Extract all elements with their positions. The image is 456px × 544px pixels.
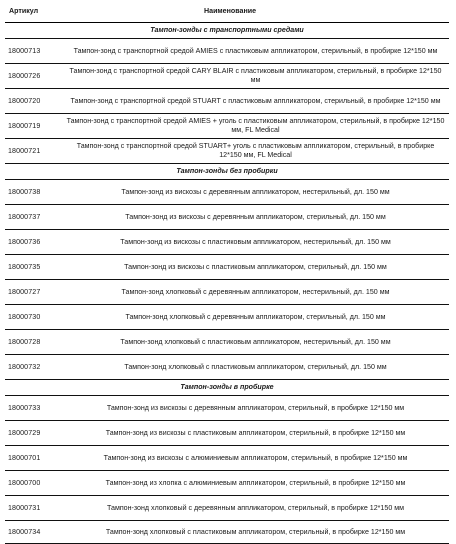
table-row (5, 471, 449, 496)
name-cell: Тампон-зонд из вискозы с деревянным аппликатором, стерильный, в пробирке 12*150 мм (62, 396, 449, 421)
name-cell: Тампон-зонд хлопковый с пластиковым аппликатором, стерильный, дл. 150 мм (62, 355, 449, 380)
article-cell: 18000738 (5, 180, 62, 205)
section-title: Тампон-зонды с транспортными средами (5, 23, 449, 39)
name-cell: Тампон-зонд хлопковый с пластиковым аппликатором, стерильный, в пробирке 12*150 мм (62, 521, 449, 544)
table-row (5, 446, 449, 471)
name-cell: Тампон-зонд с транспортной средой AMIES с пластиковым аппликатором, стерильный, в пробирке 12*150 мм (62, 39, 449, 64)
table-row (5, 305, 449, 330)
article-cell: 18000733 (5, 396, 62, 421)
name-cell: Тампон-зонд хлопковый с деревянным аппликатором, стерильный, в пробирке 12*150 мм (62, 496, 449, 521)
name-cell: Тампон-зонд хлопковый с деревянным аппликатором, нестерильный, дл. 150 мм (62, 280, 449, 305)
article-cell: 18000729 (5, 421, 62, 446)
name-cell: Тампон-зонд из вискозы с пластиковым аппликатором, стерильный, дл. 150 мм (62, 255, 449, 280)
name-cell: Тампон-зонд из вискозы с деревянным аппликатором, стерильный, дл. 150 мм (62, 205, 449, 230)
table-row (5, 180, 449, 205)
section-title: Тампон-зонды без пробирки (5, 164, 449, 180)
article-cell: 18000719 (5, 114, 62, 139)
column-header-article: Артикул (5, 1, 62, 23)
article-cell: 18000737 (5, 205, 62, 230)
name-cell: Тампон-зонд хлопковый с пластиковым аппликатором, нестерильный, дл. 150 мм (62, 330, 449, 355)
name-cell: Тампон-зонд из вискозы с пластиковым аппликатором, нестерильный, дл. 150 мм (62, 230, 449, 255)
table-row (5, 64, 449, 89)
table-row (5, 330, 449, 355)
article-cell: 18000731 (5, 496, 62, 521)
table-row (5, 521, 449, 544)
article-cell: 18000732 (5, 355, 62, 380)
section-row-in-tube (5, 380, 449, 396)
name-cell: Тампон-зонд с транспортной средой AMIES + уголь с пластиковым аппликатором, стерильный, в пробирке 12*150 мм, FL Medical (62, 114, 449, 139)
table-row (5, 355, 449, 380)
name-cell: Тампон-зонд с транспортной средой STUART+ уголь с пластиковым аппликатором, стерильный, в пробирке 12*150 мм, FL Medical (62, 139, 449, 164)
article-cell: 18000720 (5, 89, 62, 114)
table-row (5, 496, 449, 521)
product-table (5, 1, 449, 544)
table-row (5, 205, 449, 230)
table-row (5, 89, 449, 114)
name-cell: Тампон-зонд из вискозы с пластиковым аппликатором, стерильный, в пробирке 12*150 мм (62, 421, 449, 446)
name-cell: Тампон-зонд с транспортной средой STUART с пластиковым аппликатором, стерильный, в пробирке 12*150 мм (62, 89, 449, 114)
table-row (5, 421, 449, 446)
section-row-transport-media (5, 23, 449, 39)
section-row-without-tube (5, 164, 449, 180)
article-cell: 18000734 (5, 521, 62, 544)
article-cell: 18000730 (5, 305, 62, 330)
table-row (5, 114, 449, 139)
article-cell: 18000721 (5, 139, 62, 164)
name-cell: Тампон-зонд из вискозы с деревянным аппликатором, нестерильный, дл. 150 мм (62, 180, 449, 205)
section-title: Тампон-зонды в пробирке (5, 380, 449, 396)
name-cell: Тампон-зонд с транспортной средой CARY BLAIR с пластиковым аппликатором, стерильный, в пробирке 12*150 мм (62, 64, 449, 89)
table-row (5, 396, 449, 421)
table-row (5, 139, 449, 164)
article-cell: 18000735 (5, 255, 62, 280)
table-row (5, 255, 449, 280)
article-cell: 18000713 (5, 39, 62, 64)
name-cell: Тампон-зонд из вискозы с алюминиевым аппликатором, стерильный, в пробирке 12*150 мм (62, 446, 449, 471)
article-cell: 18000701 (5, 446, 62, 471)
table-row (5, 280, 449, 305)
article-cell: 18000700 (5, 471, 62, 496)
article-cell: 18000727 (5, 280, 62, 305)
table-row (5, 230, 449, 255)
column-header-name: Наименование (62, 1, 449, 23)
name-cell: Тампон-зонд хлопковый с деревянным аппликатором, стерильный, дл. 150 мм (62, 305, 449, 330)
header-row (5, 1, 449, 23)
article-cell: 18000736 (5, 230, 62, 255)
article-cell: 18000728 (5, 330, 62, 355)
article-cell: 18000726 (5, 64, 62, 89)
name-cell: Тампон-зонд из хлопка с алюминиевым аппликатором, стерильный, в пробирке 12*150 мм (62, 471, 449, 496)
table-row (5, 39, 449, 64)
